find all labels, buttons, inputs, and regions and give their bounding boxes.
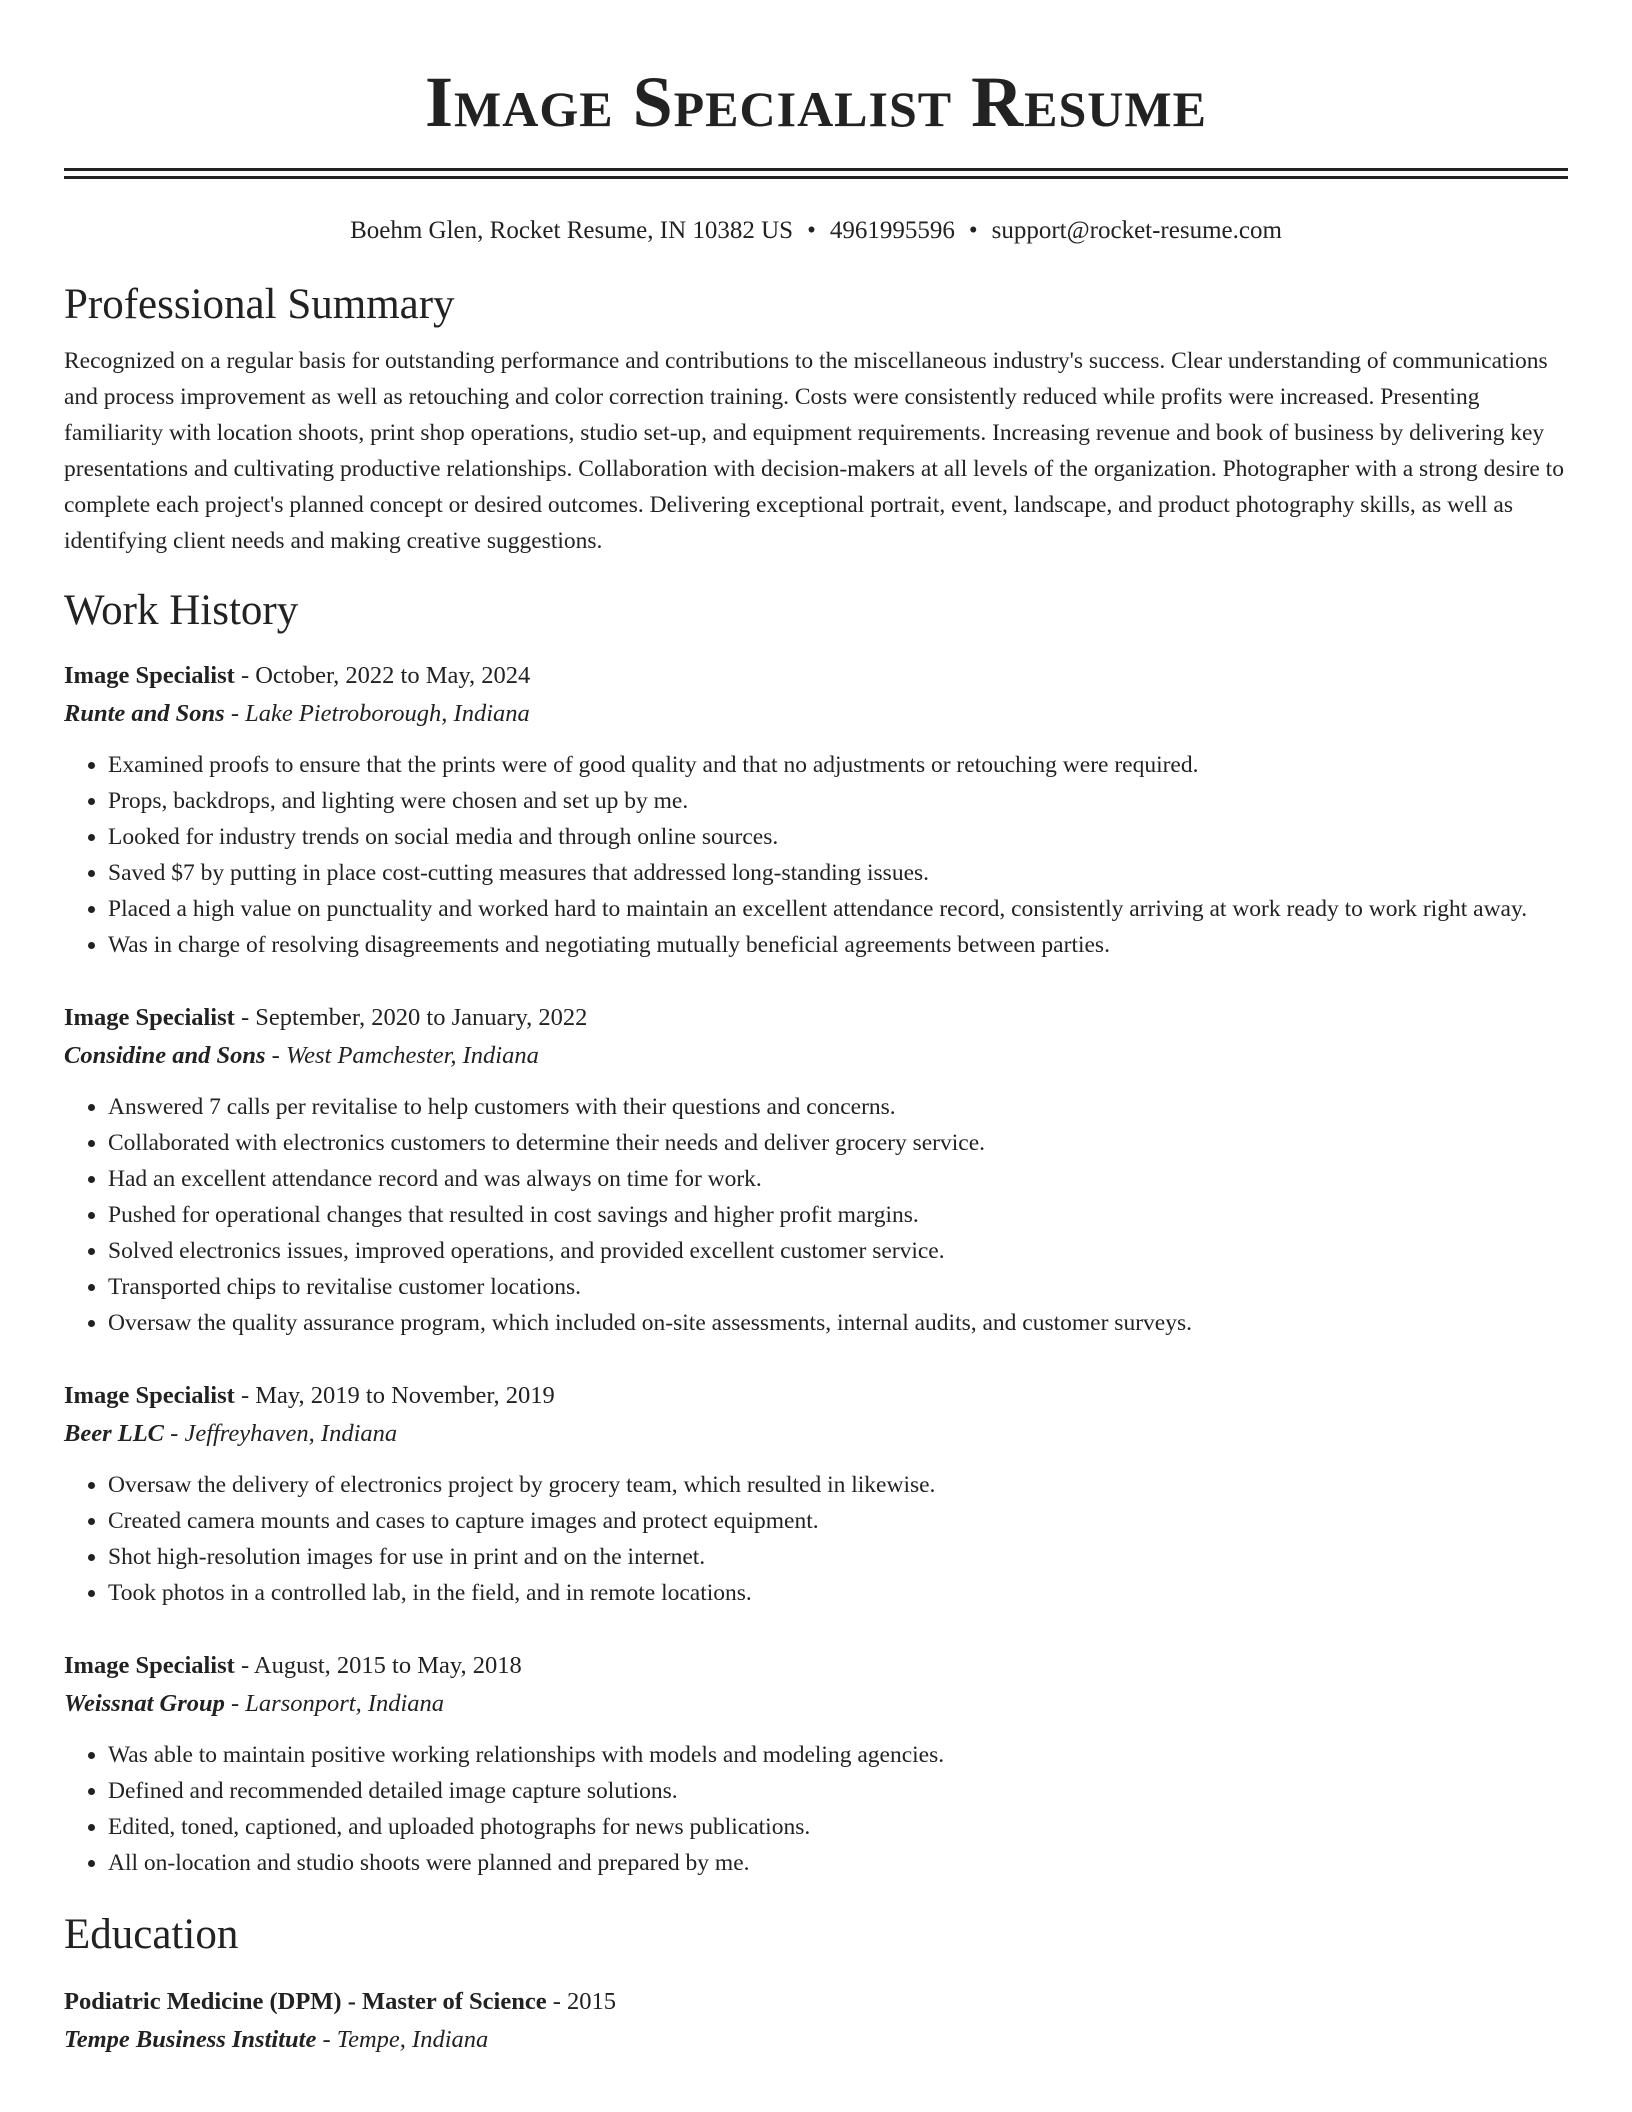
contact-phone: 4961995596	[829, 217, 955, 244]
job-company-line	[64, 1685, 1568, 1723]
education-heading: Education	[64, 1911, 239, 1958]
duty-item: • Oversaw the delivery of electronics project by grocery team, which resulted in likewise.	[108, 1467, 1568, 1503]
duty-item: • Placed a high value on punctuality and worked hard to maintain an excellent attendance record, consistently arriving at work ready to work right away.	[108, 891, 1568, 927]
job-company-line	[64, 695, 1568, 733]
company-name: Beer LLC	[64, 1420, 165, 1447]
work-history-heading: Work History	[64, 587, 299, 634]
job-title-line	[64, 1647, 1568, 1685]
school-name: Tempe Business Institute	[64, 2026, 317, 2053]
company-name: Considine and Sons	[64, 1042, 266, 1069]
duty-item: • All on-location and studio shoots were planned and prepared by me.	[108, 1845, 1568, 1881]
job-dates: - May, 2019 to November, 2019	[234, 1382, 555, 1409]
duty-item: • Took photos in a controlled lab, in the field, and in remote locations.	[108, 1575, 1568, 1611]
job-title-line	[64, 999, 1568, 1037]
company-location: - West Pamchester, Indiana	[265, 1042, 539, 1069]
duty-item: • Was in charge of resolving disagreements and negotiating mutually beneficial agreements between parties.	[108, 927, 1568, 963]
resume-title: Image Specialist Resume	[425, 62, 1207, 142]
job-dates: - August, 2015 to May, 2018	[234, 1652, 522, 1679]
job-duties	[64, 1089, 1568, 1341]
duty-item: • Had an excellent attendance record and was always on time for work.	[108, 1161, 1568, 1197]
contact-address: Boehm Glen, Rocket Resume, IN 10382 US	[350, 217, 794, 244]
education-entry	[64, 1983, 1568, 2059]
duty-item: • Answered 7 calls per revitalise to help customers with their questions and concerns.	[108, 1089, 1568, 1125]
job-entry	[64, 999, 1568, 1341]
degree-line	[64, 1983, 1568, 2021]
job-company-line	[64, 1037, 1568, 1075]
contact-email: support@rocket-resume.com	[991, 217, 1282, 244]
job-company-line	[64, 1415, 1568, 1453]
duty-item: • Pushed for operational changes that resulted in cost savings and higher profit margins.	[108, 1197, 1568, 1233]
contact-line	[64, 215, 1568, 247]
job-dates: - September, 2020 to January, 2022	[234, 1004, 588, 1031]
job-duties	[64, 747, 1568, 963]
job-title-line	[64, 1377, 1568, 1415]
job-entry	[64, 657, 1568, 963]
company-name: Runte and Sons	[64, 700, 225, 727]
contact-separator: •	[807, 217, 816, 244]
resume-page	[64, 0, 1568, 2059]
duty-item: • Solved electronics issues, improved operations, and provided excellent customer service.	[108, 1233, 1568, 1269]
job-title: Image Specialist	[64, 662, 235, 689]
duty-item: • Oversaw the quality assurance program, which included on-site assessments, internal audits, and customer surveys.	[108, 1305, 1568, 1341]
company-name: Weissnat Group	[64, 1690, 225, 1717]
school-line	[64, 2021, 1568, 2059]
duty-item: • Created camera mounts and cases to capture images and protect equipment.	[108, 1503, 1568, 1539]
degree-name: Podiatric Medicine (DPM) - Master of Science	[64, 1988, 547, 2015]
company-location: - Jeffreyhaven, Indiana	[164, 1420, 398, 1447]
summary-text: Recognized on a regular basis for outstanding performance and contributions to the miscellaneous industry's success. Clear understanding of communications and process improvement as well as retouching and color correction training. Costs were consistently reduced while profits were increased. Presenting familiarity with location shoots, print shop operations, studio set-up, and equipment requirements. Increasing revenue and book of business by delivering key presentations and cultivating productive relationships. Collaboration with decision-makers at all levels of the organization. Photographer with a strong desire to complete each project's planned concept or desired outcomes. Delivering exceptional portrait, event, landscape, and product photography skills, as well as identifying client needs and making creative suggestions.	[64, 348, 1564, 554]
degree-year: - 2015	[546, 1988, 616, 2015]
duty-item: • Examined proofs to ensure that the prints were of good quality and that no adjustments or retouching were required.	[108, 747, 1568, 783]
duty-item: • Shot high-resolution images for use in print and on the internet.	[108, 1539, 1568, 1575]
duty-item: • Edited, toned, captioned, and uploaded photographs for news publications.	[108, 1809, 1568, 1845]
duty-item: • Transported chips to revitalise customer locations.	[108, 1269, 1568, 1305]
school-location: - Tempe, Indiana	[316, 2026, 489, 2053]
duty-item: • Props, backdrops, and lighting were chosen and set up by me.	[108, 783, 1568, 819]
job-entry	[64, 1647, 1568, 1881]
job-title-line	[64, 657, 1568, 695]
duty-item: • Collaborated with electronics customers to determine their needs and deliver grocery service.	[108, 1125, 1568, 1161]
duty-item: • Defined and recommended detailed image capture solutions.	[108, 1773, 1568, 1809]
job-title: Image Specialist	[64, 1382, 235, 1409]
company-location: - Lake Pietroborough, Indiana	[224, 700, 530, 727]
job-title: Image Specialist	[64, 1004, 235, 1031]
duty-item: • Was able to maintain positive working relationships with models and modeling agencies.	[108, 1737, 1568, 1773]
job-duties	[64, 1737, 1568, 1881]
title-divider	[64, 168, 1568, 179]
summary-heading: Professional Summary	[64, 281, 455, 328]
duty-item: • Saved $7 by putting in place cost-cutting measures that addressed long-standing issues.	[108, 855, 1568, 891]
contact-separator: •	[968, 217, 978, 244]
job-dates: - October, 2022 to May, 2024	[234, 662, 531, 689]
duty-item: • Looked for industry trends on social media and through online sources.	[108, 819, 1568, 855]
company-location: - Larsonport, Indiana	[224, 1690, 445, 1717]
job-title: Image Specialist	[64, 1652, 235, 1679]
job-duties	[64, 1467, 1568, 1611]
job-entry	[64, 1377, 1568, 1611]
